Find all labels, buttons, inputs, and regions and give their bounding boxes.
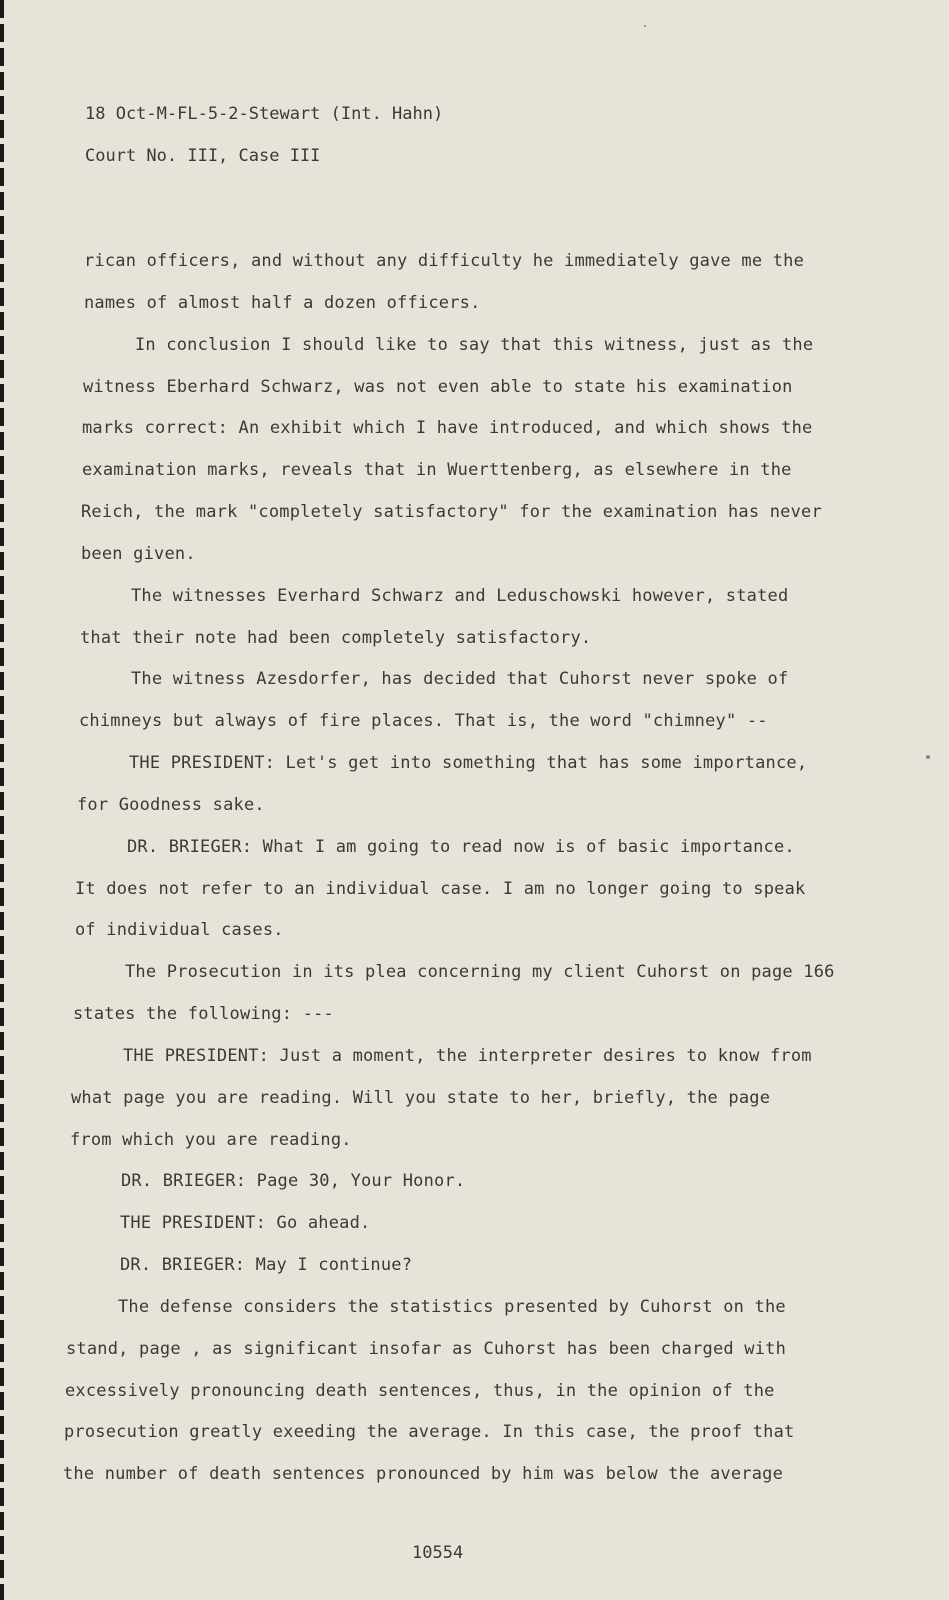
paper-speck [644, 25, 646, 27]
body-line: THE PRESIDENT: Let's get into something that has some importance, [129, 753, 808, 773]
body-line: In conclusion I should like to say that this witness, just as the [135, 335, 814, 355]
body-line: stand, page , as significant insofar as Cuhorst has been charged with [66, 1339, 787, 1359]
body-line: marks correct: An exhibit which I have introduced, and which shows the [82, 418, 813, 438]
body-line: of individual cases. [75, 920, 284, 940]
body-line: The defense considers the statistics presented by Cuhorst on the [118, 1297, 786, 1317]
body-line: chimneys but always of fire places. That is, the word "chimney" -- [79, 711, 768, 731]
body-line: The witnesses Everhard Schwarz and Leduschowski however, stated [131, 586, 789, 606]
body-line: names of almost half a dozen officers. [84, 293, 481, 313]
page-number: 10554 [412, 1543, 464, 1563]
binding-edge [0, 0, 4, 1600]
body-line: The witness Azesdorfer, has decided that Cuhorst never spoke of [131, 669, 789, 689]
body-line: examination marks, reveals that in Wuerttenberg, as elsewhere in the [82, 460, 792, 480]
body-line: states the following: --- [73, 1004, 334, 1024]
body-line: what page you are reading. Will you state to her, briefly, the page [71, 1088, 771, 1108]
body-line: that their note had been completely satisfactory. [80, 628, 592, 648]
body-line: prosecution greatly exeeding the average. In this case, the proof that [64, 1422, 795, 1442]
body-line: for Goodness sake. [77, 795, 265, 815]
paper-speck [926, 755, 930, 759]
body-line: THE PRESIDENT: Go ahead. [120, 1213, 371, 1233]
body-line: been given. [81, 544, 196, 564]
body-line: It does not refer to an individual case. I am no longer going to speak [75, 879, 806, 899]
body-line: DR. BRIEGER: What I am going to read now is of basic importance. [127, 837, 795, 857]
body-line: rican officers, and without any difficulty he immediately gave me the [84, 251, 805, 271]
body-line: DR. BRIEGER: Page 30, Your Honor. [121, 1171, 466, 1191]
body-line: the number of death sentences pronounced by him was below the average [63, 1464, 784, 1484]
header-line-1: 18 Oct-M-FL-5-2-Stewart (Int. Hahn) [85, 104, 444, 124]
body-line: DR. BRIEGER: May I continue? [120, 1255, 413, 1275]
header-line-2: Court No. III, Case III [85, 146, 321, 166]
body-line: excessively pronouncing death sentences, thus, in the opinion of the [65, 1381, 775, 1401]
body-line: Reich, the mark "completely satisfactory" for the examination has never [81, 502, 822, 522]
body-line: from which you are reading. [70, 1130, 352, 1150]
body-line: The Prosecution in its plea concerning my client Cuhorst on page 166 [125, 962, 835, 982]
body-line: witness Eberhard Schwarz, was not even able to state his examination [83, 377, 793, 397]
body-line: THE PRESIDENT: Just a moment, the interpreter desires to know from [123, 1046, 812, 1066]
